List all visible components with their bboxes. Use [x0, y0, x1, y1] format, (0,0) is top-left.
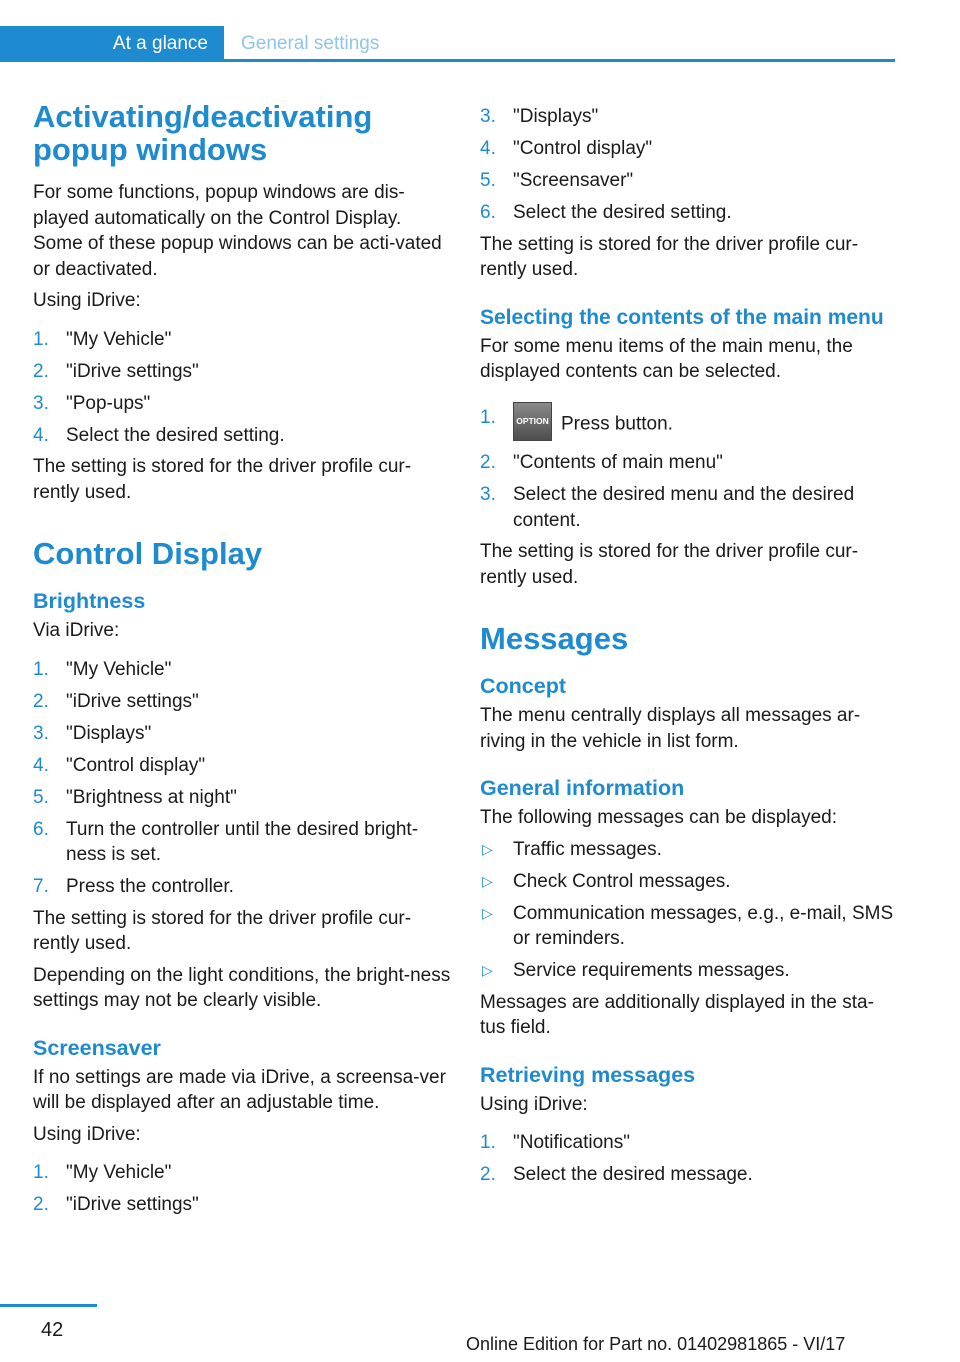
list-item: ▷ Communication messages, e.g., e-mail, SMS or reminders.: [482, 902, 894, 949]
popup-using: Using iDrive:: [33, 290, 141, 311]
list-item: 1. "Notifications": [480, 1132, 630, 1153]
retrieving-steps: [480, 1130, 898, 1188]
popup-steps: [33, 327, 451, 449]
messages-title: Messages: [480, 621, 629, 656]
screensaver-title: Screensaver: [33, 1035, 161, 1060]
list-item: 6. Turn the controller until the desired bright-ness is set.: [33, 818, 419, 865]
concept-text: The menu centrally displays all messages ar-riving in the vehicle in list form.: [480, 705, 861, 752]
main-menu-intro: For some menu items of the main menu, the displayed contents can be selected.: [480, 335, 853, 382]
popup-note: The setting is stored for the driver profile cur-rently used.: [33, 456, 412, 503]
list-item: 2. "iDrive settings": [33, 1194, 199, 1215]
general-info-note: Messages are additionally displayed in the sta-tus field.: [480, 991, 874, 1038]
list-item: 1. OPTION Press button.: [480, 405, 898, 444]
list-item: ▷ Traffic messages.: [480, 837, 898, 863]
screensaver-using: Using iDrive:: [33, 1123, 141, 1145]
list-item: 5. "Brightness at night": [33, 786, 237, 808]
main-menu-note: The setting is stored for the driver profile cur-rently used.: [480, 541, 859, 588]
screensaver-steps-a: [33, 1160, 451, 1218]
list-item: 2. "Contents of main menu": [480, 452, 723, 473]
tab-general-settings[interactable]: General settings: [241, 33, 380, 54]
brightness-visibility-note: Depending on the light conditions, the bright-ness settings may not be clearly visible.: [33, 964, 451, 1011]
page-number: 42: [41, 1319, 64, 1341]
general-info-title: General information: [480, 776, 685, 800]
general-info-intro: The following messages can be displayed:: [480, 807, 837, 828]
list-item: 1. "My Vehicle": [33, 328, 172, 350]
page-number-rule: [0, 1304, 97, 1307]
retrieving-using: Using iDrive:: [480, 1093, 588, 1115]
list-item: 7. Press the controller.: [33, 876, 234, 897]
list-item: 2. "iDrive settings": [33, 360, 199, 382]
brightness-steps: [33, 657, 451, 900]
popup-intro: For some functions, popup windows are dis-played automatically on the Control Display. Some of these popup windows can be acti-vated or deactivated.: [33, 182, 442, 280]
option-button-icon: OPTION: [513, 402, 552, 441]
screensaver-intro: If no settings are made via iDrive, a screensa-ver will be displayed after an adjustable time.: [33, 1066, 446, 1113]
brightness-note: The setting is stored for the driver profile cur-rently used.: [33, 907, 412, 954]
brightness-via: Via iDrive:: [33, 620, 120, 641]
list-item: 5. "Screensaver": [480, 170, 634, 191]
left-column: [33, 100, 451, 1224]
list-item: 6. Select the desired setting.: [480, 202, 732, 223]
popup-title: Activating/deactivating popup windows: [33, 99, 373, 167]
list-item: 3. "Displays": [480, 106, 599, 127]
concept-title: Concept: [480, 674, 566, 698]
list-item: 2. Select the desired message.: [480, 1164, 753, 1185]
screensaver-note: The setting is stored for the driver profile cur-rently used.: [480, 233, 859, 280]
header-tabs: [0, 26, 895, 62]
list-item: 2. "iDrive settings": [33, 690, 199, 712]
list-item: 4. Select the desired setting.: [33, 424, 285, 446]
list-item: 3. "Displays": [33, 722, 152, 744]
list-item: 3. "Pop-ups": [33, 392, 151, 414]
message-types-list: [480, 837, 898, 984]
control-display-title: Control Display: [33, 536, 263, 571]
triangle-bullet-icon: ▷: [482, 872, 493, 889]
footer-edition: Online Edition for Part no. 01402981865 - VI/17: [466, 1334, 846, 1354]
triangle-bullet-icon: ▷: [482, 904, 493, 921]
retrieving-title: Retrieving messages: [480, 1062, 696, 1087]
right-column: [480, 104, 898, 1194]
tab-at-a-glance[interactable]: At a glance: [0, 26, 224, 62]
list-item: 4. "Control display": [33, 754, 206, 776]
list-item: ▷ Check Control messages.: [480, 869, 898, 895]
main-menu-title: Selecting the contents of the main menu: [480, 305, 884, 329]
triangle-bullet-icon: ▷: [482, 962, 493, 978]
list-item: 4. "Control display": [480, 138, 653, 159]
list-item: 1. "My Vehicle": [33, 1162, 172, 1183]
list-item: 3. Select the desired menu and the desired content.: [480, 484, 855, 531]
main-menu-steps: [480, 405, 898, 534]
list-item: ▷ Service requirements messages.: [480, 958, 898, 984]
brightness-title: Brightness: [33, 589, 146, 613]
triangle-bullet-icon: ▷: [482, 840, 493, 857]
screensaver-steps-b: [480, 104, 898, 226]
list-item: 1. "My Vehicle": [33, 658, 172, 680]
